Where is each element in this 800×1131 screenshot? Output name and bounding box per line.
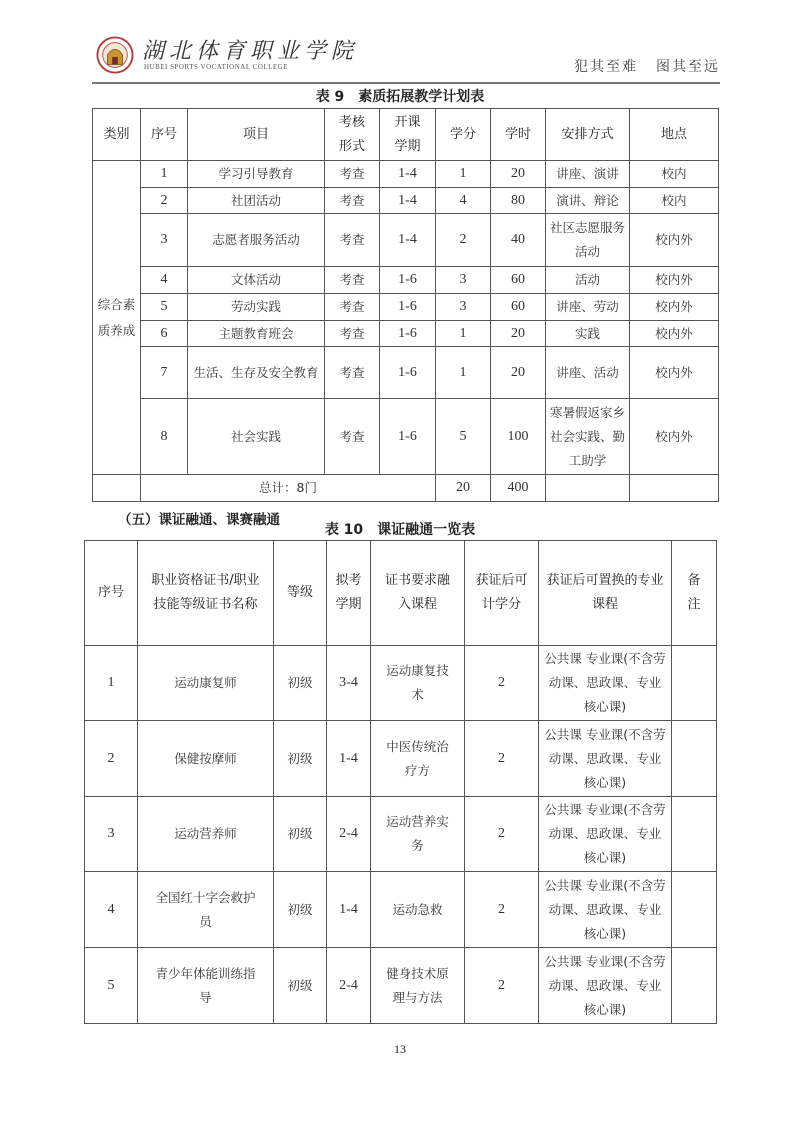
row-item: 社团活动	[188, 188, 325, 214]
row-replace: 公共课 专业课(不含劳动课、思政课、专业核心课)	[539, 948, 672, 1024]
row-credit: 3	[436, 267, 491, 294]
row-exam: 考查	[325, 321, 380, 347]
row-cert: 保健按摩师	[138, 721, 274, 797]
row-term: 1-6	[380, 399, 436, 475]
row-item: 社会实践	[188, 399, 325, 475]
row-note	[672, 797, 717, 872]
row-hours: 60	[491, 267, 546, 294]
row-method: 活动	[546, 267, 630, 294]
row-no: 5	[85, 948, 138, 1024]
table9-total-empty-1	[546, 475, 630, 502]
table9-total-empty-2	[630, 475, 719, 502]
table9-header-credit: 学分	[436, 109, 491, 161]
row-credit: 1	[436, 321, 491, 347]
row-hours: 20	[491, 347, 546, 399]
row-exam: 考查	[325, 188, 380, 214]
row-no: 6	[141, 321, 188, 347]
table9-category-tail	[93, 475, 141, 502]
table-row	[93, 399, 719, 475]
table10-header-row	[85, 541, 717, 646]
school-seal-icon	[96, 36, 134, 74]
table10-header-credit: 获证后可计学分	[465, 541, 539, 646]
row-credit: 4	[436, 188, 491, 214]
table-row	[93, 188, 719, 214]
row-method: 实践	[546, 321, 630, 347]
motto-part-2: 图其至远	[656, 59, 720, 75]
table-row	[93, 347, 719, 399]
row-term: 1-4	[380, 214, 436, 267]
table-row	[85, 872, 717, 948]
table9-header-item: 项目	[188, 109, 325, 161]
row-method: 寒暑假返家乡社会实践、勤工助学	[546, 399, 630, 475]
table10-caption: 表 10 课证融通一览表	[324, 522, 476, 538]
row-term: 1-4	[327, 872, 371, 948]
row-no: 3	[85, 797, 138, 872]
table9-header-hours: 学时	[491, 109, 546, 161]
table9-header-place: 地点	[630, 109, 719, 161]
motto-part-1: 犯其至难	[574, 59, 638, 75]
row-method: 讲座、劳动	[546, 294, 630, 321]
row-exam: 考查	[325, 267, 380, 294]
table9-header-no: 序号	[141, 109, 188, 161]
row-no: 1	[85, 646, 138, 721]
row-term: 3-4	[327, 646, 371, 721]
row-place: 校内外	[630, 267, 719, 294]
table10-header-level: 等级	[274, 541, 327, 646]
table9-caption: 表 9 素质拓展教学计划表	[315, 89, 485, 105]
row-no: 4	[141, 267, 188, 294]
row-course: 运动急救	[371, 872, 465, 948]
row-course: 运动营养实务	[371, 797, 465, 872]
row-cert: 运动营养师	[138, 797, 274, 872]
row-term: 1-4	[380, 188, 436, 214]
table10-header-cert: 职业资格证书/职业技能等级证书名称	[138, 541, 274, 646]
row-cert: 全国红十字会救护员	[138, 872, 274, 948]
row-cert: 运动康复师	[138, 646, 274, 721]
table-row	[93, 267, 719, 294]
row-hours: 40	[491, 214, 546, 267]
row-course: 中医传统治疗方	[371, 721, 465, 797]
row-place: 校内	[630, 161, 719, 188]
table9-header-term: 开课学期	[380, 109, 436, 161]
page-number: 13	[394, 1042, 406, 1056]
table9-header-row	[93, 109, 719, 161]
table9-total-credit: 20	[436, 475, 491, 502]
row-note	[672, 721, 717, 797]
row-exam: 考查	[325, 294, 380, 321]
table10	[84, 540, 717, 1024]
table9-category: 综合素质养成	[93, 161, 141, 475]
row-item: 劳动实践	[188, 294, 325, 321]
row-term: 2-4	[327, 948, 371, 1024]
table9-header-category: 类别	[93, 109, 141, 161]
row-no: 3	[141, 214, 188, 267]
table-row	[93, 294, 719, 321]
section-title: （五）课证融通、课赛融通	[118, 512, 280, 528]
school-name-cn: 湖北体育职业学院	[142, 39, 359, 64]
row-item: 生活、生存及安全教育	[188, 347, 325, 399]
row-note	[672, 872, 717, 948]
page-header	[92, 34, 720, 84]
row-method: 社区志愿服务活动	[546, 214, 630, 267]
row-credit: 2	[465, 948, 539, 1024]
row-credit: 1	[436, 347, 491, 399]
row-level: 初级	[274, 646, 327, 721]
table-row	[85, 797, 717, 872]
row-replace: 公共课 专业课(不含劳动课、思政课、专业核心课)	[539, 721, 672, 797]
school-motto	[556, 56, 720, 76]
row-exam: 考查	[325, 399, 380, 475]
table10-header-replace: 获证后可置换的专业课程	[539, 541, 672, 646]
table10-header-note: 备注	[672, 541, 717, 646]
row-credit: 1	[436, 161, 491, 188]
row-credit: 2	[465, 797, 539, 872]
table-row	[93, 214, 719, 267]
row-item: 文体活动	[188, 267, 325, 294]
school-name-en: HUBEI SPORTS VOCATIONAL COLLEGE	[144, 63, 288, 71]
row-no: 2	[141, 188, 188, 214]
table10-header-course: 证书要求融入课程	[371, 541, 465, 646]
row-no: 7	[141, 347, 188, 399]
row-item: 志愿者服务活动	[188, 214, 325, 267]
table9-total-row	[93, 475, 719, 502]
row-course: 健身技术原理与方法	[371, 948, 465, 1024]
row-exam: 考查	[325, 161, 380, 188]
row-hours: 20	[491, 321, 546, 347]
row-course: 运动康复技术	[371, 646, 465, 721]
row-credit: 3	[436, 294, 491, 321]
row-cert: 青少年体能训练指导	[138, 948, 274, 1024]
row-level: 初级	[274, 948, 327, 1024]
row-place: 校内	[630, 188, 719, 214]
row-term: 1-6	[380, 267, 436, 294]
row-no: 8	[141, 399, 188, 475]
row-place: 校内外	[630, 321, 719, 347]
table9-header-method: 安排方式	[546, 109, 630, 161]
table10-header-no: 序号	[85, 541, 138, 646]
row-place: 校内外	[630, 214, 719, 267]
row-term: 1-4	[380, 161, 436, 188]
row-place: 校内外	[630, 399, 719, 475]
row-hours: 100	[491, 399, 546, 475]
row-credit: 2	[465, 872, 539, 948]
row-item: 学习引导教育	[188, 161, 325, 188]
row-term: 1-6	[380, 294, 436, 321]
row-level: 初级	[274, 797, 327, 872]
row-level: 初级	[274, 872, 327, 948]
row-method: 讲座、活动	[546, 347, 630, 399]
row-term: 1-4	[327, 721, 371, 797]
row-no: 5	[141, 294, 188, 321]
row-exam: 考查	[325, 214, 380, 267]
row-credit: 5	[436, 399, 491, 475]
row-place: 校内外	[630, 347, 719, 399]
table10-header-term: 拟考学期	[327, 541, 371, 646]
row-method: 讲座、演讲	[546, 161, 630, 188]
row-method: 演讲、辩论	[546, 188, 630, 214]
row-term: 1-6	[380, 347, 436, 399]
row-exam: 考查	[325, 347, 380, 399]
row-note	[672, 948, 717, 1024]
table-row	[93, 161, 719, 188]
row-level: 初级	[274, 721, 327, 797]
row-hours: 20	[491, 161, 546, 188]
row-term: 1-6	[380, 321, 436, 347]
table9-header-exam: 考核形式	[325, 109, 380, 161]
row-no: 4	[85, 872, 138, 948]
row-no: 1	[141, 161, 188, 188]
table9-total-hours: 400	[491, 475, 546, 502]
table-row	[85, 948, 717, 1024]
row-place: 校内外	[630, 294, 719, 321]
row-replace: 公共课 专业课(不含劳动课、思政课、专业核心课)	[539, 646, 672, 721]
table-row	[93, 321, 719, 347]
row-note	[672, 646, 717, 721]
table-row	[85, 646, 717, 721]
table9-total-label: 总计：8门	[141, 475, 436, 502]
row-term: 2-4	[327, 797, 371, 872]
row-credit: 2	[465, 721, 539, 797]
table-row	[85, 721, 717, 797]
row-no: 2	[85, 721, 138, 797]
row-item: 主题教育班会	[188, 321, 325, 347]
row-replace: 公共课 专业课(不含劳动课、思政课、专业核心课)	[539, 872, 672, 948]
table9	[92, 108, 719, 502]
row-credit: 2	[436, 214, 491, 267]
row-hours: 60	[491, 294, 546, 321]
row-hours: 80	[491, 188, 546, 214]
row-credit: 2	[465, 646, 539, 721]
row-replace: 公共课 专业课(不含劳动课、思政课、专业核心课)	[539, 797, 672, 872]
